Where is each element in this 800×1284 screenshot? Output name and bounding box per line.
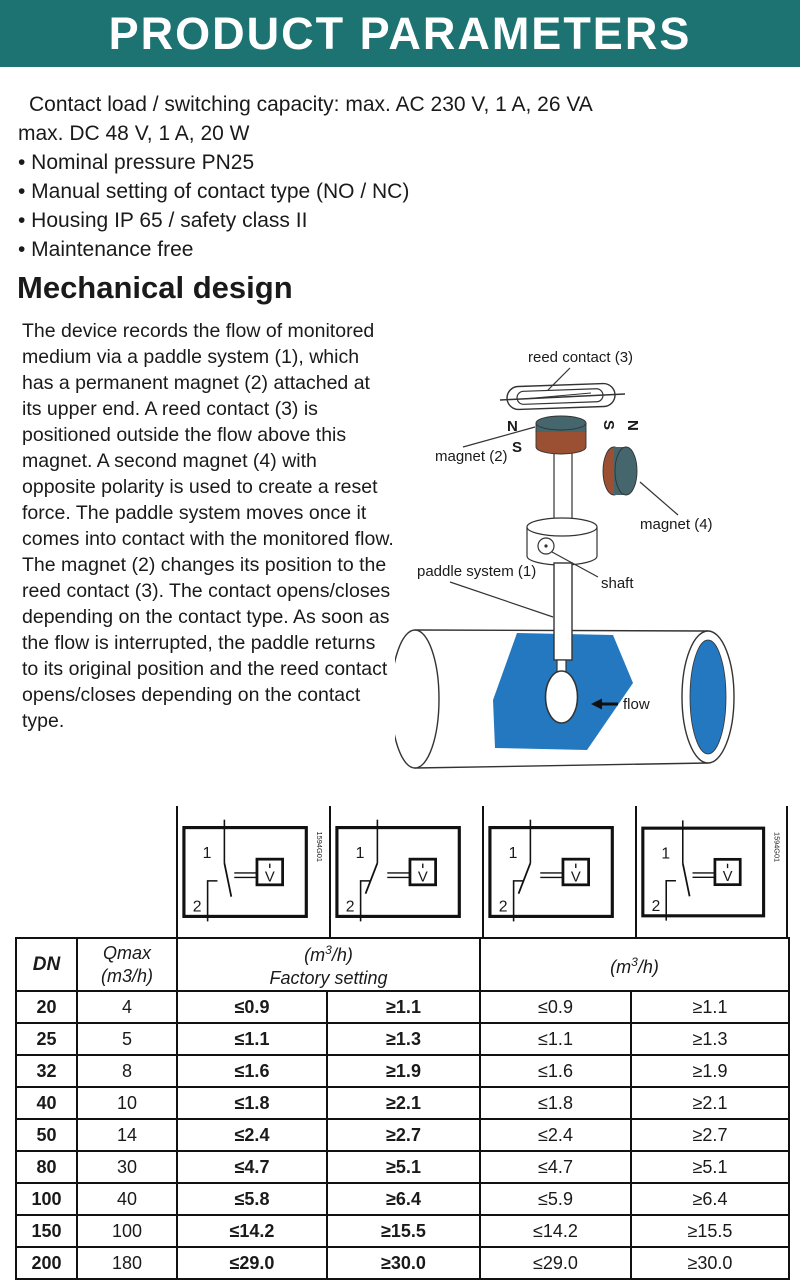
terminal-2-label: 2 — [345, 898, 355, 916]
table-cell: 80 — [16, 1151, 77, 1183]
terminal-2-label: 2 — [192, 898, 202, 916]
meter-label: V — [722, 869, 733, 886]
circuit-diagram-1 — [176, 806, 329, 937]
table-row — [16, 1151, 789, 1183]
table-cell: 40 — [77, 1183, 177, 1215]
table-cell: ≥1.3 — [327, 1023, 480, 1055]
table-cell: ≤5.8 — [177, 1183, 327, 1215]
table-cell: 30 — [77, 1151, 177, 1183]
table-body — [16, 991, 789, 1279]
magnet4-label: magnet (4) — [640, 516, 713, 533]
terminal-2-label: 2 — [498, 898, 508, 916]
terminal-1-label: 1 — [661, 845, 671, 863]
magnet2 — [536, 416, 586, 454]
table-cell: ≥2.7 — [327, 1119, 480, 1151]
table-cell: ≥15.5 — [631, 1215, 789, 1247]
spec-line: • Nominal pressure PN25 — [18, 151, 255, 174]
spec-line: max. DC 48 V, 1 A, 20 W — [18, 122, 250, 145]
table-cell: 5 — [77, 1023, 177, 1055]
table-cell: 20 — [16, 991, 77, 1023]
table-cell: ≥1.1 — [631, 991, 789, 1023]
spec-line: • Manual setting of contact type (NO / NC) — [18, 180, 410, 203]
terminal-2-label: 2 — [651, 897, 661, 915]
table-cell: ≤4.7 — [480, 1151, 631, 1183]
mechanical-design-heading: Mechanical design — [17, 270, 293, 305]
reed-contact-capsule — [500, 383, 625, 410]
table-cell: ≥1.9 — [327, 1055, 480, 1087]
table-cell: ≥1.3 — [631, 1023, 789, 1055]
table-cell: ≤1.6 — [480, 1055, 631, 1087]
table-row — [16, 991, 789, 1023]
circuit-svg — [178, 806, 329, 937]
magnet2-south-label: S — [512, 439, 523, 456]
switch-blade — [224, 863, 231, 897]
switch-blade — [683, 863, 690, 896]
table-cell: ≥5.1 — [631, 1151, 789, 1183]
magnet2-north-label: N — [507, 418, 518, 435]
circuit-box — [490, 828, 612, 917]
circuit-diagram-2 — [329, 806, 482, 937]
circuit-code: 1594G01 — [772, 832, 782, 863]
table-cell: ≤1.1 — [177, 1023, 327, 1055]
table-cell: 25 — [16, 1023, 77, 1055]
table-cell: ≥30.0 — [327, 1247, 480, 1279]
table-cell: 50 — [16, 1119, 77, 1151]
circuit-box — [643, 828, 764, 916]
mechanical-diagram — [395, 335, 795, 775]
magnet4-north-label: N — [624, 420, 641, 431]
table-row — [16, 1215, 789, 1247]
table-cell: ≤4.7 — [177, 1151, 327, 1183]
table-cell: ≥1.1 — [327, 991, 480, 1023]
lower-shaft — [554, 563, 572, 660]
magnet2-label: magnet (2) — [435, 448, 508, 465]
table-cell: ≤14.2 — [177, 1215, 327, 1247]
table-cell: 32 — [16, 1055, 77, 1087]
table-cell: ≤29.0 — [480, 1247, 631, 1279]
header-qmax: Qmax (m3/h) — [77, 938, 177, 991]
meter-label: V — [570, 869, 581, 886]
meter-label: V — [264, 869, 275, 886]
table-cell: 8 — [77, 1055, 177, 1087]
table-cell: ≥15.5 — [327, 1215, 480, 1247]
table-cell: 4 — [77, 991, 177, 1023]
terminal-1-label: 1 — [508, 845, 518, 863]
table-cell: ≤1.1 — [480, 1023, 631, 1055]
circuit-box — [337, 828, 459, 917]
table-row — [16, 1023, 789, 1055]
circuit-svg — [637, 806, 786, 937]
circuit-box — [184, 828, 306, 917]
mechanical-design-paragraph: The device records the flow of monitored medium via a paddle system (1), which has a permanent magnet (2) attached at its upper end. A reed contact (3) is positioned outside the flow above this magnet. A second magnet (4) with opposite polarity is used to create a reset force. The paddle system moves once it comes into contact with the monitored flow. The magnet (2) changes its position to the reed contact (3). The contact opens/closes depending on the contact type. As soon as the flow is interrupted, the paddle returns to its original position and the reed contact opens/closes depending on the contact type. — [22, 320, 394, 732]
table-row — [16, 1119, 789, 1151]
spec-line: • Housing IP 65 / safety class II — [18, 209, 308, 232]
table-cell: ≤0.9 — [177, 991, 327, 1023]
pipe-right-flow — [690, 640, 726, 754]
table-cell: ≥30.0 — [631, 1247, 789, 1279]
flow-rate-table — [15, 937, 790, 1280]
table-row — [16, 1055, 789, 1087]
shaft-label: shaft — [601, 575, 634, 592]
switch-blade — [519, 863, 531, 894]
paddle-system-label: paddle system (1) — [417, 563, 537, 580]
circuit-diagrams-row — [176, 806, 788, 937]
table-cell: ≤0.9 — [480, 991, 631, 1023]
terminal-1-label: 1 — [202, 845, 212, 863]
table-cell: 180 — [77, 1247, 177, 1279]
table-cell: ≥5.1 — [327, 1151, 480, 1183]
flow-label: flow — [623, 696, 650, 713]
switch-blade — [366, 863, 378, 894]
table-cell: 40 — [16, 1087, 77, 1119]
table-row — [16, 1087, 789, 1119]
magnet4 — [603, 447, 637, 495]
table-cell: 10 — [77, 1087, 177, 1119]
reed-contact-label: reed contact (3) — [528, 349, 634, 366]
table-cell: ≤1.8 — [177, 1087, 327, 1119]
table-cell: ≤2.4 — [480, 1119, 631, 1151]
table-cell: ≤5.9 — [480, 1183, 631, 1215]
spec-line: • Maintenance free — [18, 238, 194, 261]
circuit-svg — [484, 806, 635, 937]
terminal-1-label: 1 — [355, 845, 365, 863]
paddle-system-leader — [450, 582, 553, 617]
circuit-code: 1594G01 — [315, 831, 325, 862]
circuit-svg — [331, 806, 482, 937]
table-cell: 100 — [77, 1215, 177, 1247]
table-cell: 100 — [16, 1183, 77, 1215]
header-alt-setting: $(m^3/h)$ — [480, 938, 789, 991]
table-cell: ≥2.1 — [631, 1087, 789, 1119]
header-factory-setting: $(m^3/h)$ Factory setting — [177, 938, 480, 991]
table-row — [16, 1183, 789, 1215]
page-title: PRODUCT PARAMETERS — [108, 7, 692, 59]
table-cell: ≥6.4 — [631, 1183, 789, 1215]
table-cell: 14 — [77, 1119, 177, 1151]
table-cell: ≥2.7 — [631, 1119, 789, 1151]
meter-label: V — [417, 869, 428, 886]
table-cell: ≥2.1 — [327, 1087, 480, 1119]
pipe-left-end — [395, 630, 439, 768]
table-cell: ≤2.4 — [177, 1119, 327, 1151]
table-cell: ≤1.8 — [480, 1087, 631, 1119]
table-cell: ≤1.6 — [177, 1055, 327, 1087]
table-cell: 150 — [16, 1215, 77, 1247]
banner — [0, 0, 800, 67]
magnet4-leader — [640, 482, 678, 515]
magnet4-south-label: S — [600, 420, 617, 431]
paddle — [546, 671, 578, 723]
circuit-diagram-4 — [635, 806, 788, 937]
table-cell: ≤14.2 — [480, 1215, 631, 1247]
table-row — [16, 1247, 789, 1279]
upper-shaft — [554, 445, 572, 527]
table-cell: 200 — [16, 1247, 77, 1279]
circuit-diagram-3 — [482, 806, 635, 937]
table-cell: ≥1.9 — [631, 1055, 789, 1087]
header-dn: DN — [16, 938, 77, 991]
specs-list — [18, 90, 758, 264]
table-cell: ≥6.4 — [327, 1183, 480, 1215]
magnet2-leader — [463, 427, 535, 447]
spec-line: Contact load / switching capacity: max. AC 230 V, 1 A, 26 VA — [29, 93, 593, 116]
table-cell: ≤29.0 — [177, 1247, 327, 1279]
table-header-row — [16, 938, 789, 991]
